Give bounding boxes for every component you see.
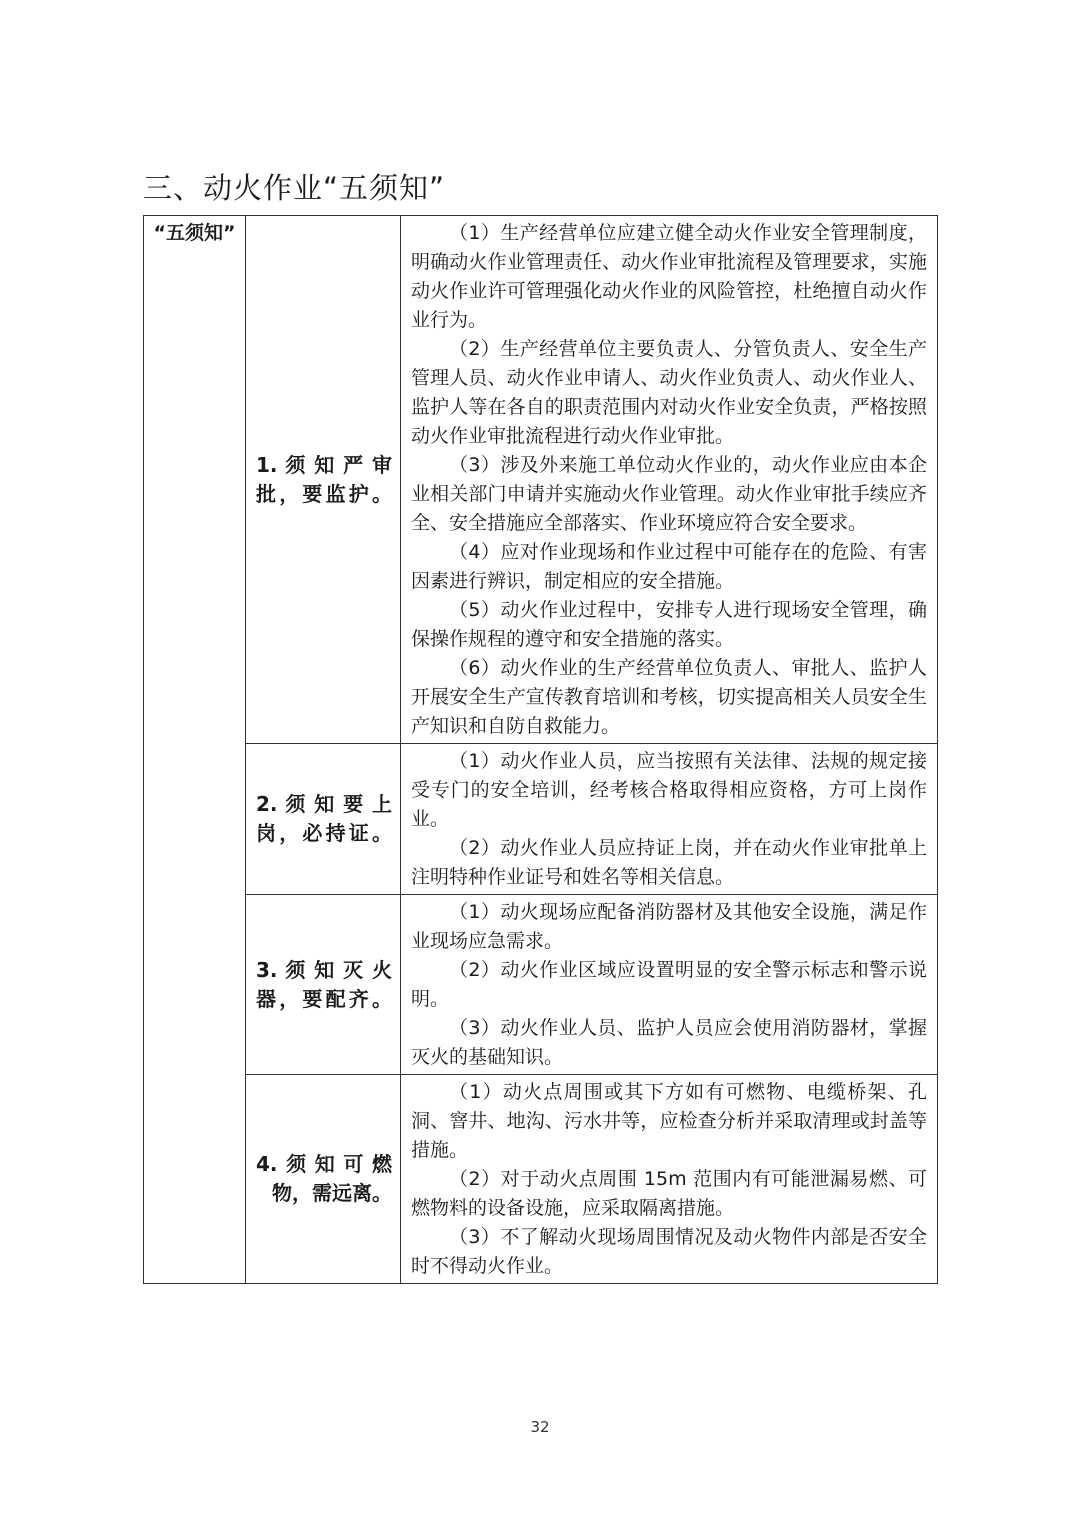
page-title: 三、动火作业“五须知”: [143, 171, 446, 205]
list-item: （2）生产经营单位主要负责人、分管负责人、安全生产管理人员、动火作业申请人、动火作业负责人、动火作业人、监护人等在各自的职责范围内对动火作业安全负责，严格按照动火作业审批流程进行动火作业审批。: [411, 338, 927, 447]
rule-content: [401, 895, 938, 1075]
list-item: （5）动火作业过程中，安排专人进行现场安全管理，确保操作规程的遵守和安全措施的落实。: [411, 599, 927, 650]
five-musts-table: [143, 215, 938, 1284]
rule-heading: 4.须知可燃物，需远离。: [246, 1075, 401, 1284]
list-item: （6）动火作业的生产经营单位负责人、审批人、监护人开展安全生产宣传教育培训和考核，切实提高相关人员安全生产知识和自防自救能力。: [411, 657, 927, 737]
table-row: [144, 895, 938, 1075]
rule-content: [401, 1075, 938, 1284]
rule-heading: 2. 须 知 要 上 岗，必持证。: [246, 744, 401, 895]
list-item: （1）动火作业人员，应当按照有关法律、法规的规定接受专门的安全培训，经考核合格取得相应资格，方可上岗作业。: [411, 750, 927, 830]
list-item: （1）动火点周围或其下方如有可燃物、电缆桥架、孔洞、窨井、地沟、污水井等，应检查分析并采取清理或封盖等措施。: [411, 1081, 927, 1161]
category-cell: “五须知”: [144, 216, 246, 1284]
list-item: （2）动火作业人员应持证上岗，并在动火作业审批单上注明特种作业证号和姓名等相关信息。: [411, 837, 927, 888]
list-item: （3）涉及外来施工单位动火作业的，动火作业应由本企业相关部门申请并实施动火作业管理。动火作业审批手续应齐全、安全措施应全部落实、作业环境应符合安全要求。: [411, 454, 927, 534]
rule-content: [401, 216, 938, 744]
table-row: [144, 744, 938, 895]
rule-heading: 1. 须 知 严 审 批，要监护。: [246, 216, 401, 744]
list-item: （2）动火作业区域应设置明显的安全警示标志和警示说明。: [411, 959, 927, 1010]
page-number: 32: [530, 1418, 550, 1436]
list-item: （3）动火作业人员、监护人员应会使用消防器材，掌握灭火的基础知识。: [411, 1017, 927, 1068]
rule-heading: 3. 须 知 灭 火 器，要配齐。: [246, 895, 401, 1075]
list-item: （3）不了解动火现场周围情况及动火物件内部是否安全时不得动火作业。: [411, 1226, 927, 1277]
table-row: [144, 216, 938, 744]
list-item: （2）对于动火点周围 15m 范围内有可能泄漏易燃、可燃物料的设备设施，应采取隔离措施。: [411, 1168, 927, 1219]
list-item: （1）动火现场应配备消防器材及其他安全设施，满足作业现场应急需求。: [411, 901, 927, 952]
list-item: （4）应对作业现场和作业过程中可能存在的危险、有害因素进行辨识，制定相应的安全措施。: [411, 541, 927, 592]
list-item: （1）生产经营单位应建立健全动火作业安全管理制度，明确动火作业管理责任、动火作业审批流程及管理要求，实施动火作业许可管理强化动火作业的风险管控，杜绝擅自动火作业行为。: [411, 222, 927, 331]
rule-content: [401, 744, 938, 895]
table-row: [144, 1075, 938, 1284]
